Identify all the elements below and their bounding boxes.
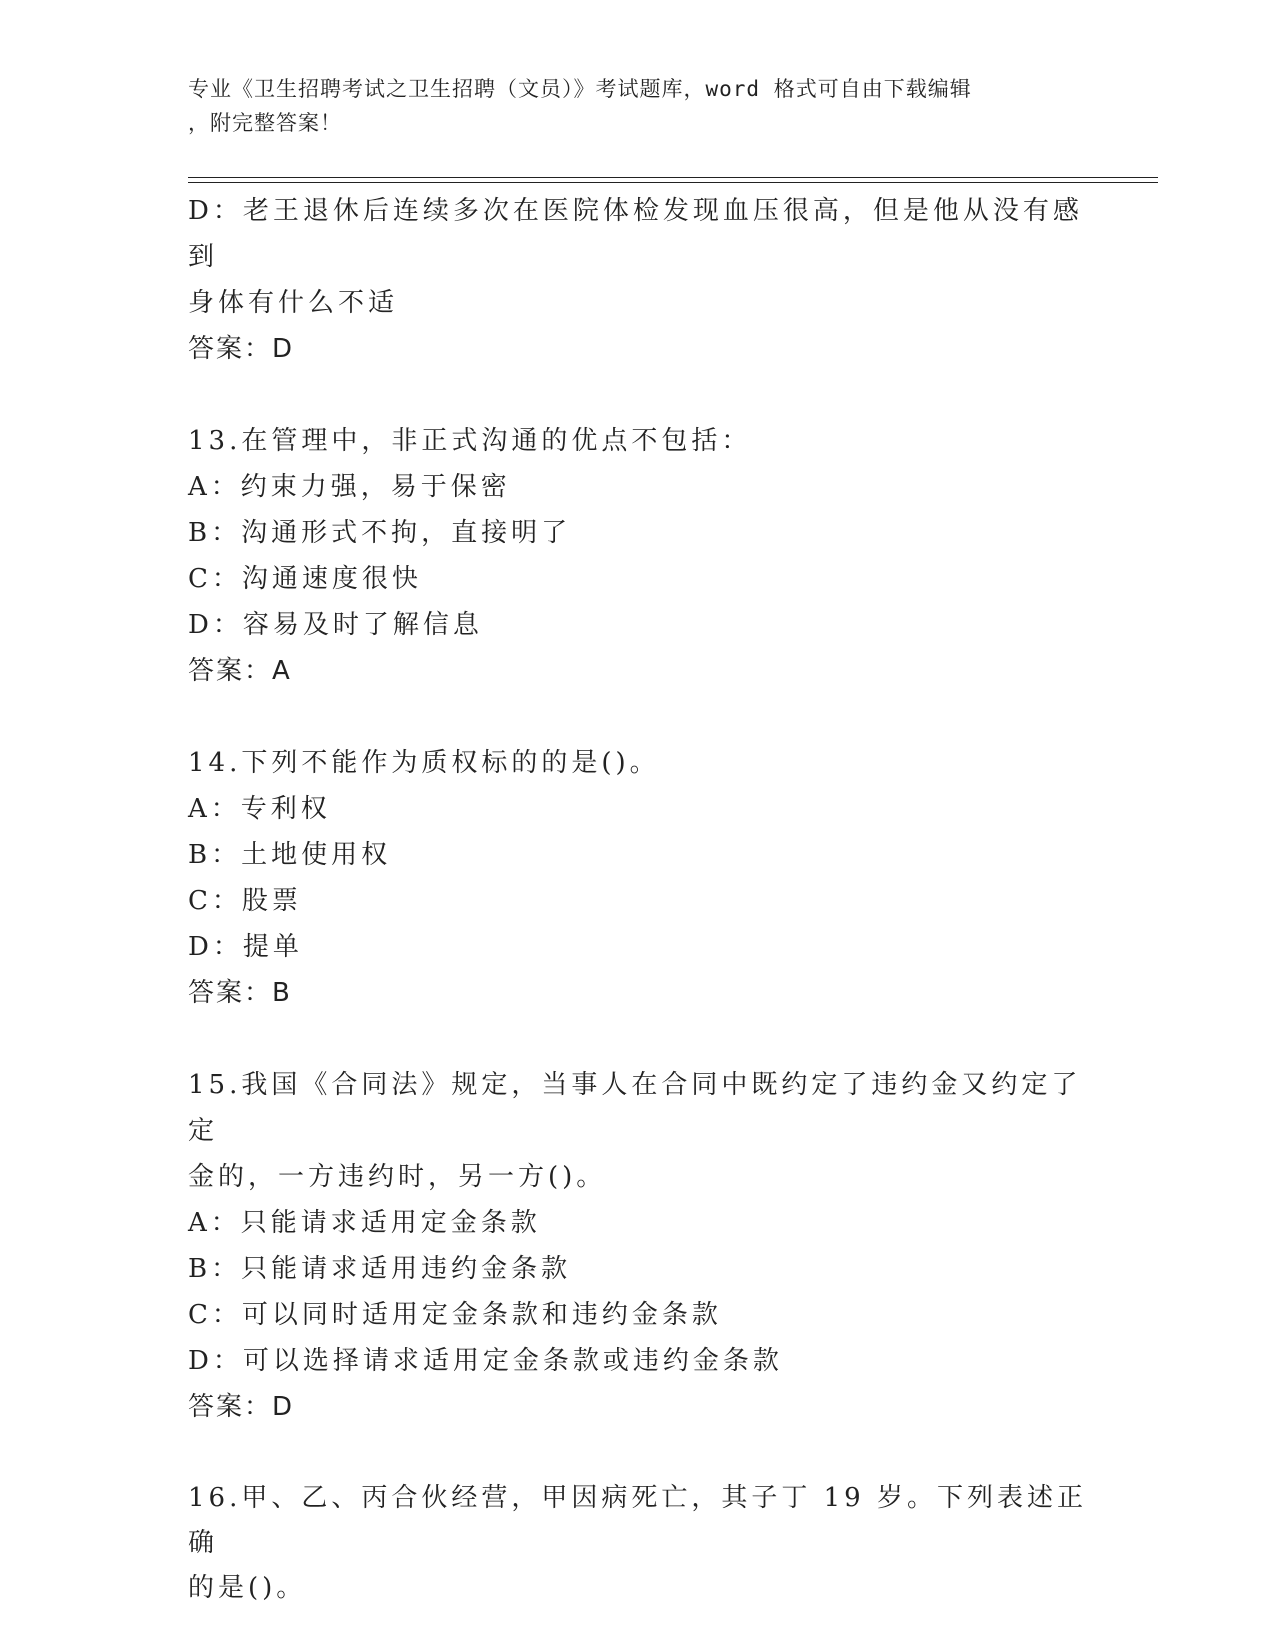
option-d: D：容易及时了解信息 [188, 610, 483, 640]
question-13 [188, 418, 1088, 694]
header-divider-bottom [188, 182, 1158, 183]
header-divider-top [188, 177, 1158, 178]
question-stem-line-2: 金的，一方违约时，另一方()。 [188, 1162, 607, 1192]
question-stem: 14.下列不能作为质权标的的是()。 [188, 748, 660, 778]
option-d: D：提单 [188, 932, 303, 962]
option-a: A：约束力强，易于保密 [188, 472, 511, 502]
question-stem-line-1: 16.甲、乙、丙合伙经营，甲因病死亡，其子丁 19 岁。下列表述正确 [188, 1483, 1087, 1558]
option-b: B：只能请求适用违约金条款 [188, 1254, 572, 1284]
option-a: A：专利权 [188, 794, 331, 824]
option-c: C：股票 [188, 886, 302, 916]
question-stem: 13.在管理中，非正式沟通的优点不包括： [188, 426, 752, 456]
question-12-tail [188, 188, 1088, 372]
option-a: A：只能请求适用定金条款 [188, 1208, 541, 1238]
option-d: D：可以选择请求适用定金条款或违约金条款 [188, 1346, 783, 1376]
answer: 答案：D [188, 334, 295, 364]
header-line-2: ，附完整答案！ [188, 111, 342, 135]
question-stem-line-2: 的是()。 [188, 1573, 307, 1603]
answer: 答案：B [188, 978, 292, 1008]
option-c: C：可以同时适用定金条款和违约金条款 [188, 1300, 722, 1330]
document-header [188, 72, 1078, 140]
question-stem-line-1: 15.我国《合同法》规定，当事人在合同中既约定了违约金又约定了定 [188, 1070, 1082, 1146]
option-d-line-2: 身体有什么不适 [188, 288, 399, 318]
question-16 [188, 1476, 1088, 1611]
option-c: C：沟通速度很快 [188, 564, 422, 594]
answer: 答案：D [188, 1392, 295, 1422]
option-b: B：沟通形式不拘，直接明了 [188, 518, 572, 548]
header-line-1: 专业《卫生招聘考试之卫生招聘（文员）》考试题库，word 格式可自由下载编辑 [188, 77, 972, 101]
question-14 [188, 740, 1088, 1016]
question-15 [188, 1062, 1088, 1430]
option-d-line-1: D：老王退休后连续多次在医院体检发现血压很高，但是他从没有感到 [188, 196, 1083, 272]
option-b: B：土地使用权 [188, 840, 392, 870]
answer: 答案：A [188, 656, 292, 686]
question-list [188, 188, 1088, 1611]
